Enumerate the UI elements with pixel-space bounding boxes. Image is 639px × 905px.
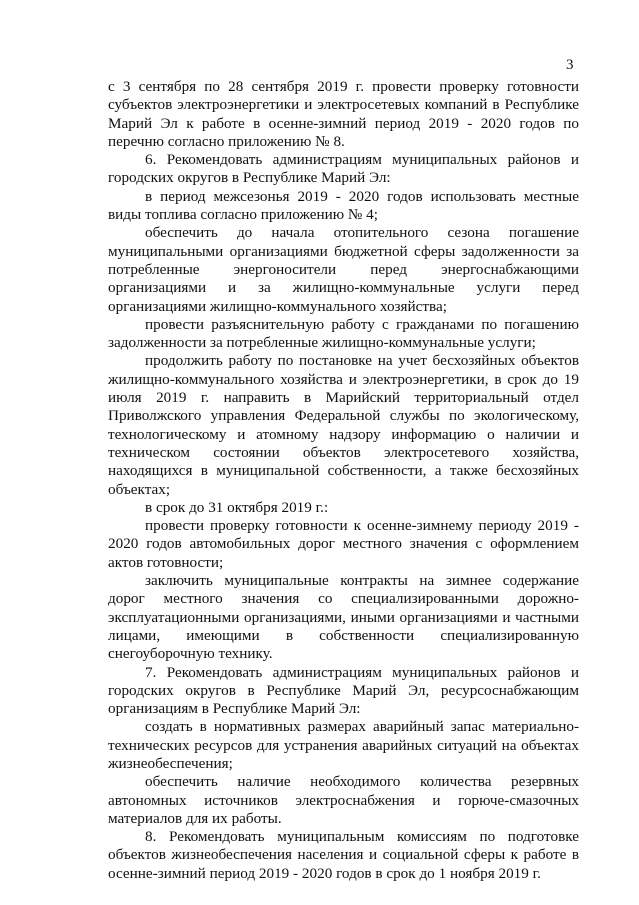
paragraph-6: продолжить работу по постановке на учет бесхозяйных объектов жилищно-коммунального хозяйства и электроэнергетики, в срок до 19 июля 2019 г. направить в Марийский территориальный отдел Приволжского управления Федеральной службы по экологическому, технологическому и атомному надзору информацию о наличии и техническом состоянии объектов электросетевого хозяйства, находящихся в муниципальной собственности, а также бесхозяйных объектах; (108, 352, 579, 498)
paragraph-9: заключить муниципальные контракты на зимнее содержание дорог местного значения со специализированными дорожно-эксплуатационными организациями, иными организациями и частными лицами, имеющими в собственности специализированную снегоуборочную технику. (108, 572, 579, 663)
paragraph-5: провести разъяснительную работу с гражданами по погашению задолженности за потребленные жилищно-коммунальные услуги; (108, 315, 579, 352)
paragraph-8: провести проверку готовности к осенне-зимнему периоду 2019 - 2020 годов автомобильных дорог местного значения с оформлением актов готовности; (108, 517, 579, 571)
paragraph-11: создать в нормативных размерах аварийный запас материально-технических ресурсов для устранения аварийных ситуаций на объектах жизнеобеспечения; (108, 718, 579, 772)
document-body (108, 78, 579, 883)
paragraph-4: обеспечить до начала отопительного сезона погашение муниципальными организациями бюджетной сферы задолженности за потребленные энергоносители перед энергоснабжающими организациями и за жилищно-коммунальные услуги перед организациями жилищно-коммунального хозяйства; (108, 224, 579, 315)
paragraph-3: в период межсезонья 2019 - 2020 годов использовать местные виды топлива согласно приложению № 4; (108, 187, 579, 224)
paragraph-10: 7. Рекомендовать администрациям муниципальных районов и городских округов в Республике Марий Эл, ресурсоснабжающим организациям в Республике Марий Эл: (108, 663, 579, 718)
paragraph-2: 6. Рекомендовать администрациям муниципальных районов и городских округов в Республике Марий Эл: (108, 151, 579, 187)
paragraph-1: с 3 сентября по 28 сентября 2019 г. провести проверку готовности субъектов электроэнергетики и электросетевых компаний в Республике Марий Эл к работе в осенне-зимний период 2019 - 2020 годов по перечню согласно приложению № 8. (108, 78, 579, 150)
paragraph-12: обеспечить наличие необходимого количества резервных автономных источников электроснабжения и горюче-смазочных материалов для их работы. (108, 773, 579, 827)
page-number: 3 (566, 57, 574, 73)
paragraph-7: в срок до 31 октября 2019 г.: (145, 498, 329, 516)
paragraph-13: 8. Рекомендовать муниципальным комиссиям по подготовке объектов жизнеобеспечения населения и социальной сферы к работе в осенне-зимний период 2019 - 2020 годов в срок до 1 ноября 2019 г. (108, 828, 579, 882)
